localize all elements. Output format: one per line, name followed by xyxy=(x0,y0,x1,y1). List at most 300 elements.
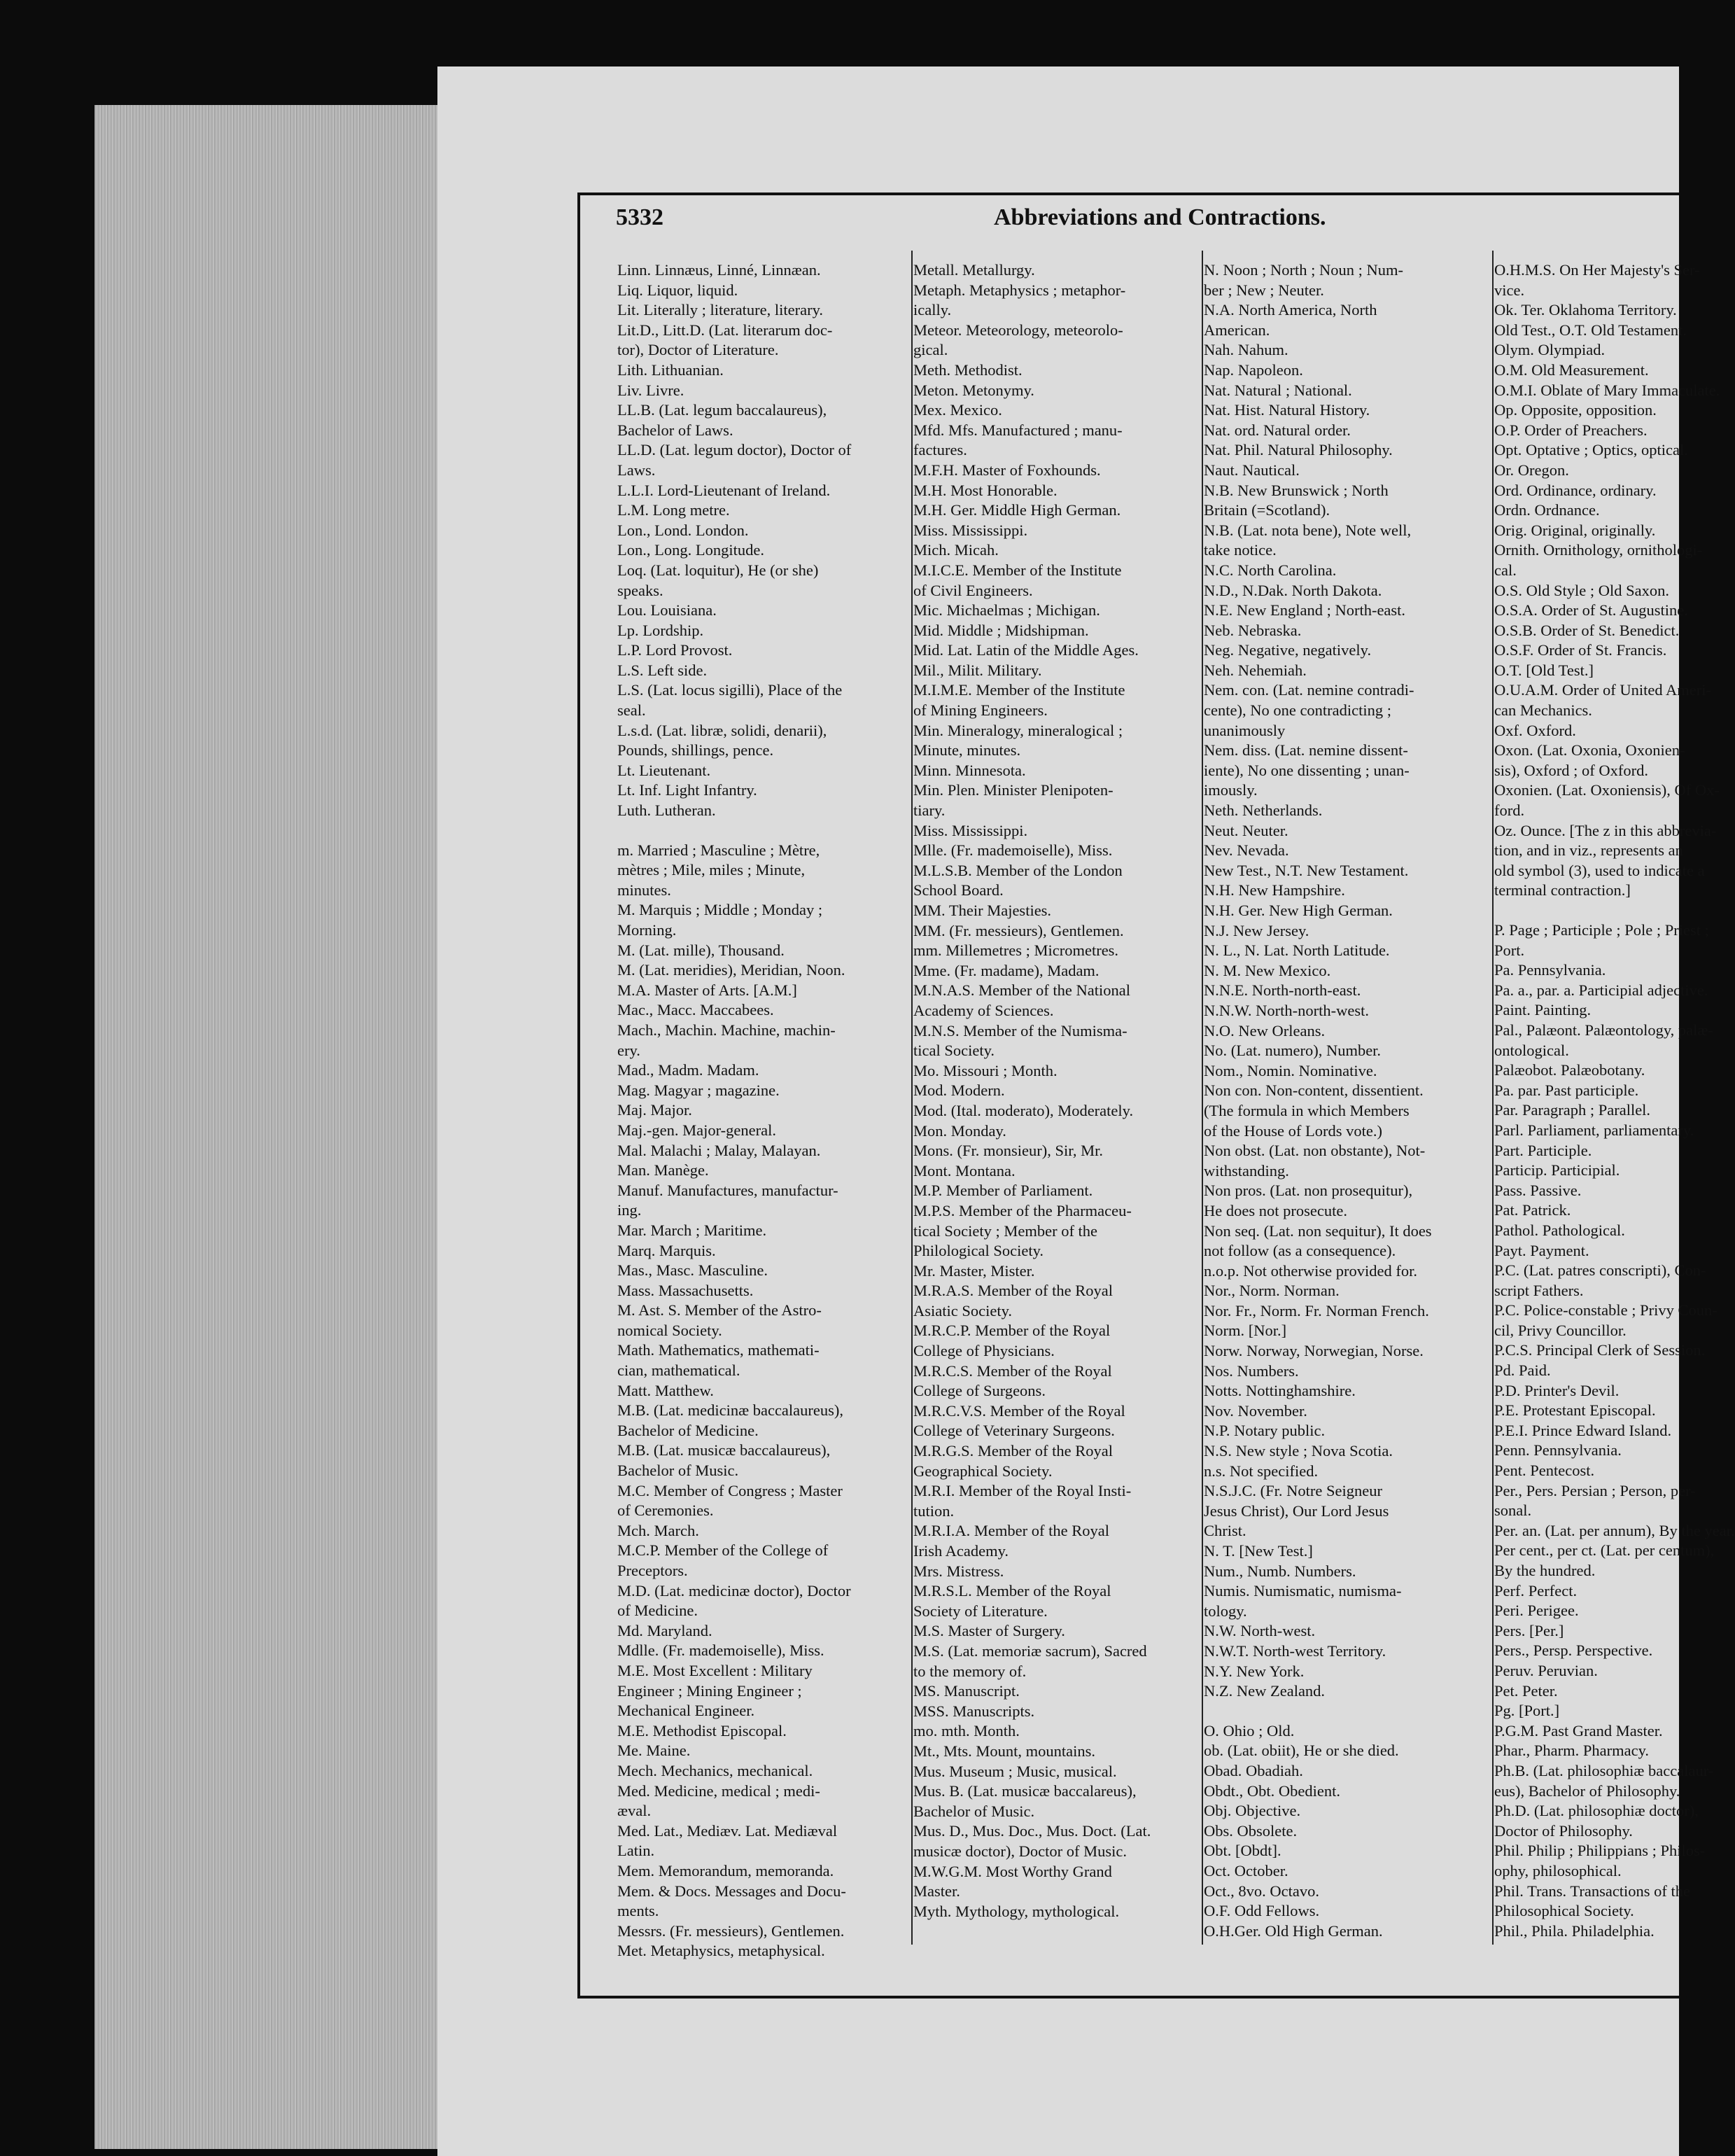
abbreviation-entry: unanimously xyxy=(1204,721,1286,739)
abbreviation-entry: ically. xyxy=(913,301,952,319)
abbreviation-entry: N.W. North-west. xyxy=(1204,1622,1316,1640)
abbreviation-entry: Phar., Pharm. Pharmacy. xyxy=(1494,1742,1650,1760)
abbreviation-entry: Min. Mineralogy, mineralogical ; xyxy=(913,721,1123,739)
abbreviation-entry: Peri. Perigee. xyxy=(1494,1602,1579,1620)
abbreviation-entry: Manuf. Manufactures, manufactur- xyxy=(617,1181,838,1199)
abbreviation-entry: O.U.A.M. Order of United Ameri- xyxy=(1494,681,1711,699)
abbreviation-entry: M.R.G.S. Member of the Royal xyxy=(913,1442,1113,1460)
abbreviation-entry: Lp. Lordship. xyxy=(617,621,704,639)
abbreviation-entry: ophy, philosophical. xyxy=(1494,1861,1622,1879)
abbreviation-entry: Meteor. Meteorology, meteorolo- xyxy=(913,321,1123,339)
abbreviation-entry: O. Ohio ; Old. xyxy=(1204,1721,1295,1740)
abbreviation-entry: minutes. xyxy=(617,881,671,899)
abbreviation-entry: Nov. November. xyxy=(1204,1401,1307,1420)
abbreviation-entry: Mad., Madm. Madam. xyxy=(617,1061,759,1079)
abbreviation-entry: Pd. Paid. xyxy=(1494,1362,1551,1380)
abbreviation-entry: Metaph. Metaphysics ; metaphor- xyxy=(913,281,1126,299)
column-divider xyxy=(911,251,913,1945)
abbreviation-entry: Oxon. (Lat. Oxonia, Oxonien- xyxy=(1494,741,1685,760)
abbreviation-entry: Meth. Methodist. xyxy=(913,360,1023,379)
abbreviation-entry: Mon. Monday. xyxy=(913,1121,1006,1140)
abbreviation-entry: Mex. Mexico. xyxy=(913,401,1002,419)
abbreviation-entry: Mt., Mts. Mount, mountains. xyxy=(913,1742,1096,1760)
abbreviation-entry: ing. xyxy=(617,1201,642,1219)
abbreviation-entry: Britain (=Scotland). xyxy=(1204,501,1330,519)
abbreviation-entry: O.H.Ger. Old High German. xyxy=(1204,1921,1383,1940)
abbreviation-entry: Asiatic Society. xyxy=(913,1301,1013,1320)
abbreviation-entry: Obt. [Obdt]. xyxy=(1204,1842,1281,1860)
abbreviation-entry: factures. xyxy=(913,441,967,459)
abbreviation-entry: M.R.I.A. Member of the Royal xyxy=(913,1522,1109,1540)
abbreviation-entry: M.S. Master of Surgery. xyxy=(913,1622,1065,1640)
abbreviation-entry: Bachelor of Music. xyxy=(913,1802,1035,1820)
abbreviation-entry: Metall. Metallurgy. xyxy=(913,261,1035,279)
abbreviation-entry: Ordn. Ordnance. xyxy=(1494,501,1600,519)
abbreviation-entry: O.S. Old Style ; Old Saxon. xyxy=(1494,581,1670,599)
abbreviation-entry: Philological Society. xyxy=(913,1242,1044,1260)
abbreviation-entry: M.F.H. Master of Foxhounds. xyxy=(913,461,1101,479)
abbreviation-entry: N.B. New Brunswick ; North xyxy=(1204,481,1389,499)
abbreviation-entry: O.F. Odd Fellows. xyxy=(1204,1902,1320,1920)
abbreviation-entry: School Board. xyxy=(913,881,1004,899)
abbreviation-entry: M.B. (Lat. medicinæ baccalaureus), xyxy=(617,1401,844,1420)
abbreviation-entry: Matt. Matthew. xyxy=(617,1381,714,1399)
abbreviation-entry: O.P. Order of Preachers. xyxy=(1494,421,1648,439)
abbreviation-entry: M.P. Member of Parliament. xyxy=(913,1182,1093,1200)
abbreviation-entry: Mem. Memorandum, memoranda. xyxy=(617,1861,834,1879)
abbreviation-entry: Naut. Nautical. xyxy=(1204,461,1300,479)
abbreviation-entry: M.W.G.M. Most Worthy Grand xyxy=(913,1862,1112,1880)
abbreviation-entry: M.C.P. Member of the College of xyxy=(617,1541,829,1560)
abbreviation-entry: Mrs. Mistress. xyxy=(913,1562,1004,1580)
abbreviation-entry: Jesus Christ), Our Lord Jesus xyxy=(1204,1502,1389,1520)
abbreviation-entry: Mac., Macc. Maccabees. xyxy=(617,1001,774,1019)
abbreviation-entry: ontological. xyxy=(1494,1041,1569,1059)
abbreviation-entry: Philosophical Society. xyxy=(1494,1902,1634,1920)
abbreviation-entry: LL.D. (Lat. legum doctor), Doctor of xyxy=(617,441,852,459)
abbreviation-entry: Nem. diss. (Lat. nemine dissent- xyxy=(1204,741,1408,760)
abbreviation-entry: Mass. Massachusetts. xyxy=(617,1281,754,1299)
abbreviation-entry: Linn. Linnæus, Linné, Linnæan. xyxy=(617,261,821,279)
abbreviation-entry: M. (Lat. meridies), Meridian, Noon. xyxy=(617,961,845,979)
page-title: Abbreviations and Contractions. xyxy=(994,204,1326,230)
abbreviation-entry: Mag. Magyar ; magazine. xyxy=(617,1081,780,1099)
abbreviation-entry: Engineer ; Mining Engineer ; xyxy=(617,1681,802,1700)
abbreviation-entry: Min. Plen. Minister Plenipoten- xyxy=(913,781,1114,799)
abbreviation-entry: Ornith. Ornithology, ornithologi- xyxy=(1494,541,1703,559)
abbreviation-entry: Nat. Natural ; National. xyxy=(1204,381,1352,399)
abbreviation-entry: New Test., N.T. New Testament. xyxy=(1204,861,1409,879)
abbreviation-entry: Opt. Optative ; Optics, optical. xyxy=(1494,441,1688,459)
abbreviation-entry: Orig. Original, originally. xyxy=(1494,521,1656,539)
abbreviation-entry: sonal. xyxy=(1494,1502,1532,1520)
abbreviation-entry: Neg. Negative, negatively. xyxy=(1204,641,1372,659)
abbreviation-column-4 xyxy=(1494,260,1735,1954)
abbreviation-entry: Non obst. (Lat. non obstante), Not- xyxy=(1204,1142,1426,1160)
abbreviation-entry: Pa. par. Past participle. xyxy=(1494,1081,1639,1099)
abbreviation-entry: nomical Society. xyxy=(617,1321,722,1339)
abbreviation-entry: O.S.F. Order of St. Francis. xyxy=(1494,641,1667,659)
abbreviation-entry: Mo. Missouri ; Month. xyxy=(913,1061,1058,1079)
abbreviation-entry: Pa. Pennsylvania. xyxy=(1494,961,1606,979)
abbreviation-entry: Nom., Nomin. Nominative. xyxy=(1204,1061,1377,1079)
abbreviation-entry: Latin. xyxy=(617,1842,655,1860)
abbreviation-entry: of Ceremonies. xyxy=(617,1502,714,1520)
abbreviation-entry: Peruv. Peruvian. xyxy=(1494,1661,1598,1679)
abbreviation-entry: tiary. xyxy=(913,802,946,820)
abbreviation-entry: withstanding. xyxy=(1204,1161,1289,1180)
abbreviation-entry: Perf. Perfect. xyxy=(1494,1581,1578,1600)
abbreviation-entry: Mar. March ; Maritime. xyxy=(617,1221,767,1239)
abbreviation-entry: Lon., Lond. London. xyxy=(617,521,749,539)
abbreviation-entry: Nat. Phil. Natural Philosophy. xyxy=(1204,441,1393,459)
abbreviation-entry: ery. xyxy=(617,1041,640,1059)
abbreviation-entry: Num., Numb. Numbers. xyxy=(1204,1562,1356,1580)
abbreviation-entry: Neb. Nebraska. xyxy=(1204,621,1302,639)
page-number: 5332 xyxy=(616,204,663,230)
abbreviation-entry: Phil., Phila. Philadelphia. xyxy=(1494,1921,1655,1940)
abbreviation-entry: Par. Paragraph ; Parallel. xyxy=(1494,1101,1651,1119)
abbreviation-entry: Messrs. (Fr. messieurs), Gentlemen. xyxy=(617,1921,845,1940)
abbreviation-entry: Pal., Palæont. Palæontology, palæ- xyxy=(1494,1021,1713,1039)
abbreviation-entry: M.H. Ger. Middle High German. xyxy=(913,501,1121,519)
abbreviation-entry: Mech. Mechanics, mechanical. xyxy=(617,1761,813,1779)
abbreviation-entry: Mechanical Engineer. xyxy=(617,1702,755,1720)
abbreviation-entry: Marq. Marquis. xyxy=(617,1241,716,1259)
abbreviation-entry: Mil., Milit. Military. xyxy=(913,661,1042,679)
abbreviation-entry: Ok. Ter. Oklahoma Territory. xyxy=(1494,301,1677,319)
abbreviation-entry: M.I.C.E. Member of the Institute xyxy=(913,561,1122,579)
abbreviation-entry: Doctor of Philosophy. xyxy=(1494,1821,1633,1840)
abbreviation-entry: M.I.M.E. Member of the Institute xyxy=(913,681,1125,699)
book-page-edges xyxy=(94,105,458,2149)
abbreviation-entry: Obs. Obsolete. xyxy=(1204,1821,1298,1840)
abbreviation-entry: Obj. Objective. xyxy=(1204,1802,1301,1820)
abbreviation-entry: Nat. ord. Natural order. xyxy=(1204,421,1351,439)
abbreviation-entry: Mus. D., Mus. Doc., Mus. Doct. (Lat. xyxy=(913,1822,1151,1840)
abbreviation-entry: M.R.I. Member of the Royal Insti- xyxy=(913,1482,1132,1500)
abbreviation-entry: M.R.S.L. Member of the Royal xyxy=(913,1582,1111,1600)
abbreviation-entry: N. T. [New Test.] xyxy=(1204,1542,1313,1560)
abbreviation-entry: He does not prosecute. xyxy=(1204,1201,1347,1219)
abbreviation-entry: m. Married ; Masculine ; Mètre, xyxy=(617,841,820,859)
abbreviation-entry: Oz. Ounce. [The z in this abbrevia- xyxy=(1494,821,1717,839)
abbreviation-entry: Miss. Mississippi. xyxy=(913,521,1028,539)
abbreviation-entry: Nor., Norm. Norman. xyxy=(1204,1282,1340,1300)
abbreviation-entry: Met. Metaphysics, metaphysical. xyxy=(617,1942,825,1960)
abbreviation-entry: N. Noon ; North ; Noun ; Num- xyxy=(1204,261,1403,279)
abbreviation-entry: M.B. (Lat. musicæ baccalaureus), xyxy=(617,1441,831,1460)
abbreviation-entry: Geographical Society. xyxy=(913,1462,1053,1480)
abbreviation-entry: of Mining Engineers. xyxy=(913,701,1048,720)
abbreviation-entry: MM. Their Majesties. xyxy=(913,902,1052,919)
abbreviation-entry: M.A. Master of Arts. [A.M.] xyxy=(617,981,797,999)
abbreviation-entry: tution. xyxy=(913,1502,955,1520)
abbreviation-entry: O.H.M.S. On Her Majesty's Ser- xyxy=(1494,261,1700,279)
abbreviation-entry: Me. Maine. xyxy=(617,1742,691,1760)
abbreviation-entry: N.H. New Hampshire. xyxy=(1204,881,1345,899)
abbreviation-entry: M.E. Most Excellent : Military xyxy=(617,1661,813,1679)
abbreviation-entry: Lit. Literally ; literature, literary. xyxy=(617,301,824,319)
abbreviation-column-2 xyxy=(913,260,1204,1954)
abbreviation-entry: P.E.I. Prince Edward Island. xyxy=(1494,1421,1672,1439)
abbreviation-entry: Miss. Mississippi. xyxy=(913,821,1028,839)
abbreviation-entry: Mid. Lat. Latin of the Middle Ages. xyxy=(913,641,1139,659)
abbreviation-entry: M.L.S.B. Member of the London xyxy=(913,861,1123,879)
abbreviation-entry: cal. xyxy=(1494,561,1517,579)
abbreviation-entry: imously. xyxy=(1204,781,1258,799)
abbreviation-entry: Loq. (Lat. loquitur), He (or she) xyxy=(617,561,819,579)
abbreviation-entry: N.N.E. North-north-east. xyxy=(1204,981,1361,1000)
abbreviation-entry: Mod. Modern. xyxy=(913,1082,1005,1100)
abbreviation-entry: M.S. (Lat. memoriæ sacrum), Sacred xyxy=(913,1642,1147,1660)
abbreviation-entry: Nev. Nevada. xyxy=(1204,841,1289,860)
abbreviation-entry: Numis. Numismatic, numisma- xyxy=(1204,1582,1402,1600)
abbreviation-entry: Liq. Liquor, liquid. xyxy=(617,281,738,299)
abbreviation-entry: tor), Doctor of Literature. xyxy=(617,341,779,359)
abbreviation-entry: Norm. [Nor.] xyxy=(1204,1322,1287,1340)
abbreviation-entry: Per cent., per ct. (Lat. per centum), xyxy=(1494,1541,1715,1560)
abbreviation-entry: Mid. Middle ; Midshipman. xyxy=(913,621,1089,639)
abbreviation-entry: Obdt., Obt. Obedient. xyxy=(1204,1782,1340,1800)
abbreviation-entry: Bachelor of Music. xyxy=(617,1462,739,1480)
abbreviation-entry: American. xyxy=(1204,321,1270,339)
abbreviation-entry: Mich. Micah. xyxy=(913,541,999,559)
abbreviation-entry: N.S. New style ; Nova Scotia. xyxy=(1204,1442,1393,1460)
abbreviation-entry: P.G.M. Past Grand Master. xyxy=(1494,1721,1663,1740)
abbreviation-entry: vice. xyxy=(1494,281,1525,299)
abbreviation-entry: Maj. Major. xyxy=(617,1101,692,1119)
abbreviation-entry: iente), No one dissenting ; unan- xyxy=(1204,761,1410,779)
abbreviation-entry: Lt. Inf. Light Infantry. xyxy=(617,781,757,799)
abbreviation-entry: Med. Medicine, medical ; medi- xyxy=(617,1782,820,1800)
abbreviation-entry: Pers., Persp. Perspective. xyxy=(1494,1642,1653,1660)
abbreviation-entry: M.H. Most Honorable. xyxy=(913,481,1058,499)
abbreviation-entry: tion, and in viz., represents an xyxy=(1494,841,1683,860)
abbreviation-entry: Lith. Lithuanian. xyxy=(617,360,724,379)
abbreviation-entry: Meton. Metonymy. xyxy=(913,381,1034,399)
abbreviation-entry: L.M. Long metre. xyxy=(617,501,730,519)
abbreviation-entry: Preceptors. xyxy=(617,1562,688,1579)
abbreviation-entry: M.E. Methodist Episcopal. xyxy=(617,1721,787,1740)
abbreviation-entry: M.N.A.S. Member of the National xyxy=(913,981,1130,1000)
abbreviation-entry: L.s.d. (Lat. libræ, solidi, denarii), xyxy=(617,721,827,739)
abbreviation-entry: Christ. xyxy=(1204,1522,1246,1540)
abbreviation-entry: Lon., Long. Longitude. xyxy=(617,541,764,559)
abbreviation-entry: Op. Opposite, opposition. xyxy=(1494,401,1657,419)
abbreviation-entry: N.C. North Carolina. xyxy=(1204,561,1337,579)
abbreviation-entry: Mod. (Ital. moderato), Moderately. xyxy=(913,1101,1134,1119)
abbreviation-entry: Palæobot. Palæobotany. xyxy=(1494,1061,1645,1079)
abbreviation-entry: Oct. October. xyxy=(1204,1861,1288,1879)
abbreviation-entry: cil, Privy Councillor. xyxy=(1494,1321,1627,1339)
abbreviation-entry: Nat. Hist. Natural History. xyxy=(1204,401,1370,419)
abbreviation-entry: n.s. Not specified. xyxy=(1204,1462,1319,1480)
abbreviation-entry: M.D. (Lat. medicinæ doctor), Doctor xyxy=(617,1581,851,1600)
abbreviation-entry: Per., Pers. Persian ; Person, per- xyxy=(1494,1481,1696,1499)
abbreviation-entry: mm. Millemetres ; Micrometres. xyxy=(913,941,1119,960)
abbreviation-entry: (The formula in which Members xyxy=(1204,1101,1410,1119)
abbreviation-entry: Mfd. Mfs. Manufactured ; manu- xyxy=(913,421,1123,439)
abbreviation-entry: tical Society ; Member of the xyxy=(913,1222,1098,1240)
abbreviation-entry: script Fathers. xyxy=(1494,1281,1584,1299)
abbreviation-entry: Nah. Nahum. xyxy=(1204,341,1288,359)
abbreviation-entry: Pat. Patrick. xyxy=(1494,1201,1571,1219)
abbreviation-entry: terminal contraction.] xyxy=(1494,881,1631,899)
abbreviation-entry: Non seq. (Lat. non sequitur), It does xyxy=(1204,1222,1432,1240)
abbreviation-entry: Oct., 8vo. Octavo. xyxy=(1204,1882,1319,1900)
abbreviation-entry: P.C. Police-constable ; Privy Coun- xyxy=(1494,1301,1718,1320)
abbreviation-entry: Math. Mathematics, mathemati- xyxy=(617,1341,820,1359)
abbreviation-entry: Nap. Napoleon. xyxy=(1204,360,1303,379)
abbreviation-entry: Society of Literature. xyxy=(913,1602,1048,1620)
abbreviation-entry: Phil. Philip ; Philippians ; Philos- xyxy=(1494,1842,1706,1860)
abbreviation-entry: O.S.B. Order of St. Benedict. xyxy=(1494,621,1680,639)
abbreviation-entry: Lou. Louisiana. xyxy=(617,601,717,620)
abbreviation-entry: Nos. Numbers. xyxy=(1204,1362,1299,1380)
abbreviation-entry: Notts. Nottinghamshire. xyxy=(1204,1382,1356,1400)
abbreviation-entry: Pg. [Port.] xyxy=(1494,1702,1560,1720)
abbreviation-entry: L.S. (Lat. locus sigilli), Place of the xyxy=(617,681,843,699)
abbreviation-entry: Pass. Passive. xyxy=(1494,1181,1582,1199)
abbreviation-entry: M.P.S. Member of the Pharmaceu- xyxy=(913,1201,1132,1219)
abbreviation-entry: Ph.B. (Lat. philosophiæ baccalaur- xyxy=(1494,1761,1714,1779)
abbreviation-entry: N.Y. New York. xyxy=(1204,1662,1305,1680)
abbreviation-entry: Penn. Pennsylvania. xyxy=(1494,1441,1622,1460)
abbreviation-entry: M.N.S. Member of the Numisma- xyxy=(913,1021,1128,1040)
abbreviation-entry: P.E. Protestant Episcopal. xyxy=(1494,1401,1656,1420)
abbreviation-entry: can Mechanics. xyxy=(1494,701,1592,720)
abbreviation-entry: M.R.C.V.S. Member of the Royal xyxy=(913,1401,1125,1420)
abbreviation-entry: Mlle. (Fr. mademoiselle), Miss. xyxy=(913,841,1113,860)
abbreviation-entry: Laws. xyxy=(617,461,656,479)
abbreviation-entry: Med. Lat., Mediæv. Lat. Mediæval xyxy=(617,1821,838,1840)
abbreviation-entry: MM. (Fr. messieurs), Gentlemen. xyxy=(913,921,1124,939)
abbreviation-entry: Mic. Michaelmas ; Michigan. xyxy=(913,601,1100,620)
abbreviation-entry: Maj.-gen. Major-general. xyxy=(617,1121,776,1139)
abbreviation-entry: N.Z. New Zealand. xyxy=(1204,1682,1326,1700)
abbreviation-entry: Parl. Parliament, parliamentary. xyxy=(1494,1121,1694,1139)
abbreviation-entry: seal. xyxy=(617,701,646,720)
abbreviation-entry: Irish Academy. xyxy=(913,1542,1009,1560)
abbreviation-entry: N.B. (Lat. nota bene), Note well, xyxy=(1204,521,1412,539)
abbreviation-entry: N. L., N. Lat. North Latitude. xyxy=(1204,941,1390,960)
abbreviation-entry: Olym. Olympiad. xyxy=(1494,341,1606,359)
abbreviation-entry: ber ; New ; Neuter. xyxy=(1204,281,1324,299)
abbreviation-entry: æval. xyxy=(617,1802,652,1820)
abbreviation-entry: N.A. North America, North xyxy=(1204,301,1377,319)
abbreviation-entry: Mem. & Docs. Messages and Docu- xyxy=(617,1882,846,1900)
abbreviation-entry: N. M. New Mexico. xyxy=(1204,961,1331,979)
abbreviation-entry: Oxf. Oxford. xyxy=(1494,721,1576,739)
abbreviation-entry: O.T. [Old Test.] xyxy=(1494,661,1594,679)
abbreviation-entry: Pa. a., par. a. Participial adjective. xyxy=(1494,981,1708,999)
abbreviation-entry: Ph.D. (Lat. philosophiæ doctor), xyxy=(1494,1802,1699,1820)
abbreviation-entry: N.O. New Orleans. xyxy=(1204,1021,1326,1040)
abbreviation-entry: Nor. Fr., Norm. Fr. Norman French. xyxy=(1204,1301,1429,1320)
abbreviation-entry: Morning. xyxy=(617,921,677,939)
abbreviation-entry: Neh. Nehemiah. xyxy=(1204,661,1307,679)
abbreviation-entry: N.D., N.Dak. North Dakota. xyxy=(1204,581,1382,599)
abbreviation-entry: Myth. Mythology, mythological. xyxy=(913,1902,1120,1920)
abbreviation-entry: eus), Bachelor of Philosophy. xyxy=(1494,1782,1680,1800)
abbreviation-entry: Mus. B. (Lat. musicæ baccalareus), xyxy=(913,1782,1137,1800)
abbreviation-entry: Mr. Master, Mister. xyxy=(913,1261,1035,1280)
abbreviation-entry: O.M. Old Measurement. xyxy=(1494,360,1649,379)
abbreviation-entry: of Civil Engineers. xyxy=(913,581,1033,599)
abbreviation-entry: N.H. Ger. New High German. xyxy=(1204,902,1393,919)
abbreviation-entry: College of Physicians. xyxy=(913,1342,1055,1360)
abbreviation-entry: M.R.C.P. Member of the Royal xyxy=(913,1322,1111,1340)
abbreviation-entry: Non pros. (Lat. non prosequitur), xyxy=(1204,1182,1413,1200)
abbreviation-entry: M. Marquis ; Middle ; Monday ; xyxy=(617,901,823,919)
abbreviation-entry: M. Ast. S. Member of the Astro- xyxy=(617,1301,822,1320)
abbreviation-entry: Nem. con. (Lat. nemine contradi- xyxy=(1204,681,1414,699)
abbreviation-entry: old symbol (3), used to indicate a xyxy=(1494,861,1705,879)
abbreviation-entry: N.P. Notary public. xyxy=(1204,1422,1326,1440)
abbreviation-entry: Luth. Lutheran. xyxy=(617,802,716,820)
abbreviation-entry: Or. Oregon. xyxy=(1494,461,1569,479)
abbreviation-entry: of the House of Lords vote.) xyxy=(1204,1121,1382,1140)
abbreviation-entry: musicæ doctor), Doctor of Music. xyxy=(913,1842,1127,1860)
abbreviation-entry: P.C. (Lat. patres conscripti), Con- xyxy=(1494,1261,1706,1280)
abbreviation-entry: N.S.J.C. (Fr. Notre Seigneur xyxy=(1204,1482,1382,1500)
abbreviation-entry: ford. xyxy=(1494,802,1525,820)
abbreviation-entry: College of Veterinary Surgeons. xyxy=(913,1422,1115,1440)
abbreviation-entry: Obad. Obadiah. xyxy=(1204,1761,1303,1779)
abbreviation-entry: P.D. Printer's Devil. xyxy=(1494,1381,1620,1399)
abbreviation-entry: ob. (Lat. obiit), He or she died. xyxy=(1204,1742,1399,1760)
abbreviation-entry: P. Page ; Participle ; Pole ; Priest ; xyxy=(1494,921,1709,939)
abbreviation-entry: Man. Manège. xyxy=(617,1161,709,1180)
abbreviation-entry: No. (Lat. numero), Number. xyxy=(1204,1042,1382,1060)
abbreviation-entry: M.C. Member of Congress ; Master xyxy=(617,1481,843,1499)
abbreviation-entry: Ord. Ordinance, ordinary. xyxy=(1494,481,1657,499)
abbreviation-entry: N.W.T. North-west Territory. xyxy=(1204,1642,1386,1660)
abbreviation-entry: N.N.W. North-north-west. xyxy=(1204,1001,1370,1019)
abbreviation-entry: not follow (as a consequence). xyxy=(1204,1242,1396,1260)
abbreviation-entry: Per. an. (Lat. per annum), By the year. xyxy=(1494,1521,1735,1539)
abbreviation-entry: Mas., Masc. Masculine. xyxy=(617,1261,768,1280)
abbreviation-entry: Minute, minutes. xyxy=(913,741,1021,760)
abbreviation-entry: cente), No one contradicting ; xyxy=(1204,701,1392,720)
abbreviation-entry: Neut. Neuter. xyxy=(1204,821,1288,839)
abbreviation-entry: Mch. March. xyxy=(617,1521,699,1539)
abbreviation-entry: N.E. New England ; North-east. xyxy=(1204,601,1406,620)
abbreviation-entry: tology. xyxy=(1204,1602,1247,1620)
abbreviation-entry: Pounds, shillings, pence. xyxy=(617,741,774,760)
abbreviation-entry: Phil. Trans. Transactions of the xyxy=(1494,1882,1691,1900)
abbreviation-column-3 xyxy=(1204,260,1494,1954)
abbreviation-entry: Mons. (Fr. monsieur), Sir, Mr. xyxy=(913,1142,1103,1160)
abbreviation-entry: Pers. [Per.] xyxy=(1494,1621,1564,1639)
abbreviation-entry: Mus. Museum ; Music, musical. xyxy=(913,1762,1117,1780)
abbreviation-entry: mètres ; Mile, miles ; Minute, xyxy=(617,861,806,879)
abbreviation-entry: Payt. Payment. xyxy=(1494,1241,1589,1259)
abbreviation-entry: Part. Participle. xyxy=(1494,1141,1592,1159)
abbreviation-entry: M.R.A.S. Member of the Royal xyxy=(913,1282,1113,1300)
abbreviation-entry: LL.B. (Lat. legum baccalaureus), xyxy=(617,401,827,419)
abbreviation-entry: Md. Maryland. xyxy=(617,1621,712,1639)
abbreviation-entry: Pent. Pentecost. xyxy=(1494,1462,1595,1480)
abbreviation-entry: Liv. Livre. xyxy=(617,381,684,399)
abbreviation-entry: Master. xyxy=(913,1882,960,1900)
abbreviation-entry: L.P. Lord Provost. xyxy=(617,641,733,659)
abbreviation-entry: Mdlle. (Fr. mademoiselle), Miss. xyxy=(617,1642,824,1660)
abbreviation-entry: Mach., Machin. Machine, machin- xyxy=(617,1021,836,1039)
abbreviation-entry: Port. xyxy=(1494,941,1525,959)
abbreviation-entry: Old Test., O.T. Old Testament. xyxy=(1494,321,1687,339)
